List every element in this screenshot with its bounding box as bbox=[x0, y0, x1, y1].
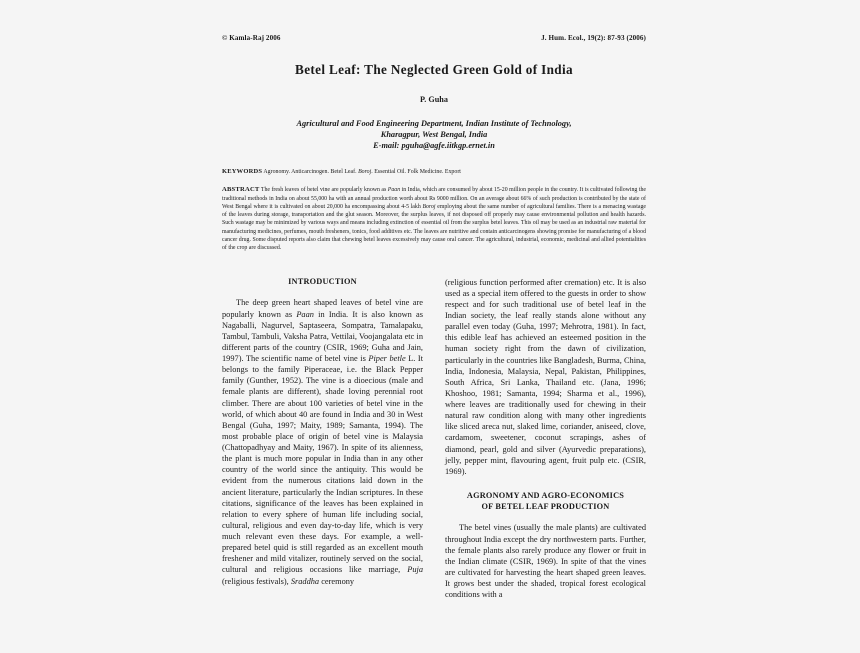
section-heading-introduction: INTRODUCTION bbox=[288, 276, 357, 286]
abstract-text: The fresh leaves of betel vine are popularly known as Paan in India, which are consumed by about 15-20 million people in the country. It is cultivated following the traditional methods in India on about 55,000 ha with an annual production worth about Rs 9000 million. On an average about 66% of such production is contributed by the state of West Bengal where it is cultivated on about 20,000 ha encompassing about 4-5 lakh Boroj employing about the same number of agricultural families. There is a menacing wastage of the leaves during storage, transportation and the glut season. Moreover, the surplus leaves, if not disposed off properly may cause environmental pollution and health hazards. Such wastage may be minimized by various ways and means including extinction of essential oil from the surplus betel leaves. This oil may be used as an industrial raw material for manufacturing medicines, perfumes, mouth fresheners, tonics, food additives etc. The leaves are nutritive and contain anticarcinogens showing promise for manufacturing of a blood cancer drug. Some disputed reports also claim that chewing betel leaves excessively may cause oral cancer. The agricultural, industrial, economic, medicinal and allied potentialities of the crop are discussed. bbox=[222, 187, 646, 252]
agronomy-heading-line-2: OF BETEL LEAF PRODUCTION bbox=[481, 501, 610, 511]
right-column-paragraph-2: The betel vines (usually the male plants) are cultivated throughout India except the dry northwestern parts. Further, the female plants also rarely produce any flower or fruit in the Indian climate (CSIR, 1969). In spite of that the vines are cultivated for harvesting the heart shaped green leaves. It grows best under the shaded, tropical forest ecological conditions with a bbox=[445, 523, 646, 600]
keywords-block bbox=[222, 168, 646, 176]
abstract-label: ABSTRACT bbox=[222, 186, 260, 194]
keywords-label: KEYWORDS bbox=[222, 167, 263, 175]
journal-citation: J. Hum. Ecol., 19(2): 87-93 (2006) bbox=[541, 34, 646, 42]
running-head bbox=[222, 34, 646, 42]
right-column-paragraph-1: (religious function performed after cremation) etc. It is also used as a special item offered to the guests in order to show respect and for such traditional use of betel leaf in the Indian society, the leaf really stands alone without any parallel even today (Guha, 1997; Mehrotra, 1981). In fact, this edible leaf has achieved an esteemed position in the human society right from the dawn of civilization, particularly in the countries like Bangladesh, Burma, China, India, Indonesia, Malaysia, Nepal, Pakistan, Philippines, South Africa, Sri Lanka, Thailand etc. (Jana, 1996; Khoshoo, 1981; Samanta, 1994; Sharma et al., 1996), where leaves are traditionally used for chewing in their natural raw condition along with many other ingredients like sliced areca nut, slaked lime, coriander, aniseed, clove, cardamom, sweetener, coconut scrapings, ashes of diamond, pearl, gold and silver (Ayurvedic preparations), jelly, pepper mint, flavouring agent, fruit pulp etc. (CSIR, 1969). bbox=[445, 277, 646, 476]
left-column bbox=[222, 277, 423, 601]
affiliation-line-1: Agricultural and Food Engineering Department, Indian Institute of Technology, bbox=[296, 119, 572, 128]
author-email: E-mail: pguha@agfe.iitkgp.ernet.in bbox=[373, 140, 495, 150]
paper-sheet bbox=[222, 22, 646, 632]
page-title: Betel Leaf: The Neglected Green Gold of India bbox=[295, 62, 573, 77]
copyright-line: © Kamla-Raj 2006 bbox=[222, 34, 281, 42]
affiliation-line-2: Kharagpur, West Bengal, India bbox=[380, 129, 488, 139]
right-column bbox=[445, 277, 646, 601]
section-heading-agronomy bbox=[445, 491, 646, 513]
left-column-paragraph: The deep green heart shaped leaves of betel vine are popularly known as Paan in India. It is also known as Nagaballi, Nagurvel, Saptaseera, Sompatra, Tamalapaku, Tambul, Tambuli, Vaksha Patra, Vettilai, Voojangalata etc in different parts of the country (CSIR, 1969; Guha and Jain, 1997). The scientific name of betel vine is Piper betle L. It belongs to the family Piperaceae, i.e. the Black Pepper family (Gunther, 1952). The vine is a dioecious (male and female plants are different), shade loving perennial root climber. There are about 100 varieties of betel vine in the world, of which about 40 are found in India and 30 in West Bengal (Guha, 1997; Maity, 1989; Samanta, 1994). The most probable place of origin of betel vine is Malaysia (Chattopadhyay and Maity, 1967). In spite of its alienness, the plant is much more popular in India than in any other country of the world since the antiquity. This would be evident from the numerous citations laid down in the ancient literature, particularly the Indian scriptures. In these citations, significance of the leaves has been explained in relation to every sphere of human life including social, cultural, religious and even day-to-day life, which is very much relevant even these days. For example, a well-prepared betel quid is still regarded as an excellent mouth freshener and mild vitalizer, routinely served on the social, cultural and religious occasions like marriage, Puja (religious festivals), Sraddha ceremony bbox=[222, 298, 424, 586]
author-affiliation bbox=[222, 119, 646, 152]
body-columns bbox=[222, 277, 646, 601]
abstract-block bbox=[222, 185, 646, 252]
keywords-list: Agronomy. Anticarcinogen. Betel Leaf. Boroj. Essential Oil. Folk Medicine. Export bbox=[263, 168, 461, 175]
author-name: P. Guha bbox=[420, 95, 448, 104]
agronomy-heading-line-1: AGRONOMY AND AGRO-ECONOMICS bbox=[466, 490, 625, 500]
